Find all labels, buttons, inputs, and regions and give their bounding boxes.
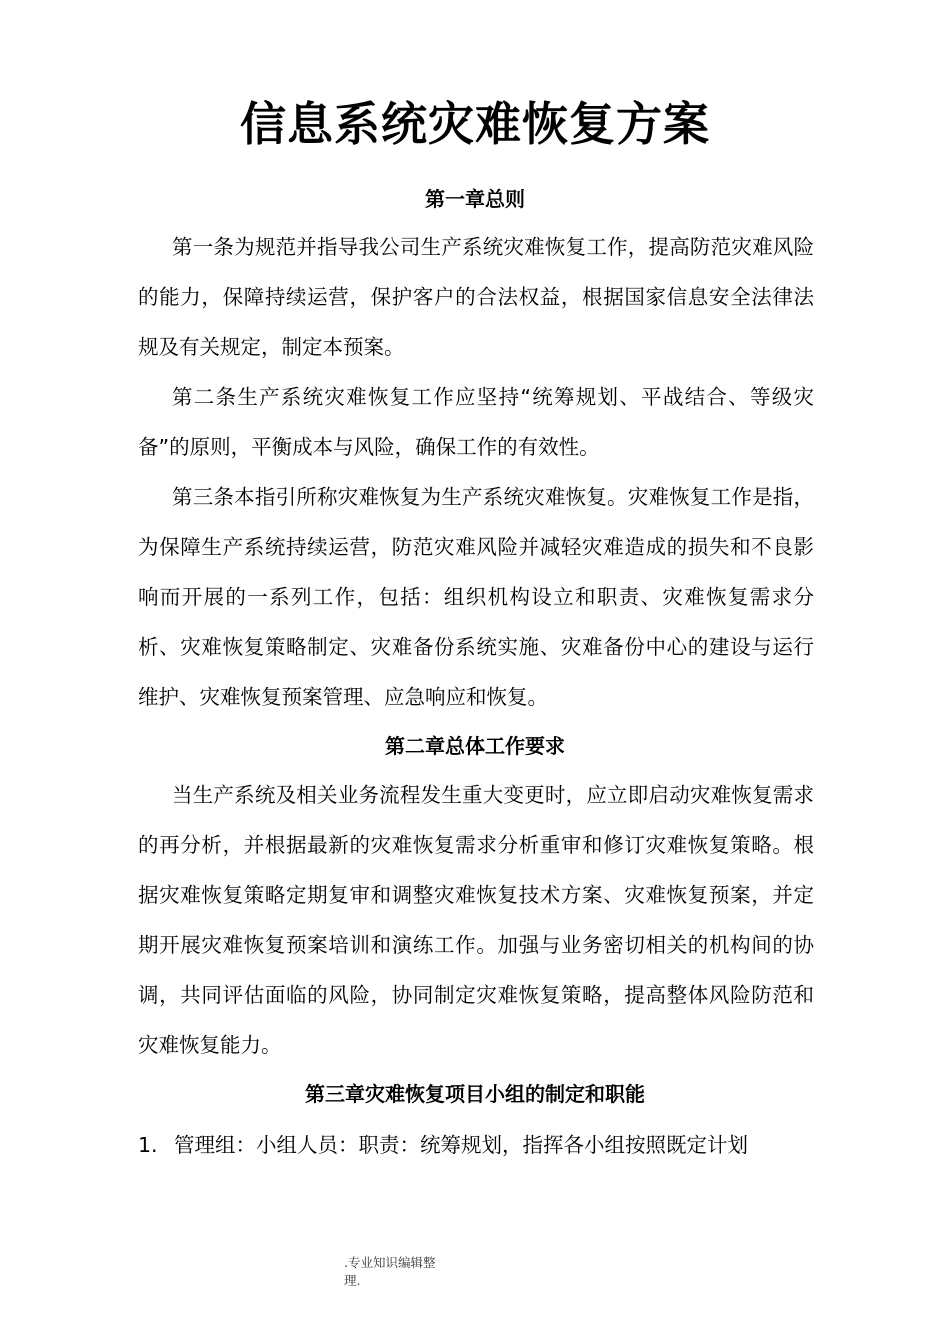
list-item-marker: 1. <box>138 1133 158 1157</box>
list-item-text: 管理组：小组人员：职责：统筹规划，指挥各小组按照既定计划 <box>174 1133 748 1157</box>
list-item <box>138 1120 814 1170</box>
chapter-1-article-3: 第三条本指引所称灾难恢复为生产系统灾难恢复。灾难恢复工作是指，为保障生产系统持续运营，防范灾难风险并减轻灾难造成的损失和不良影响而开展的一系列工作，包括：组织机构设立和职责、灾难恢复需求分析、灾难恢复策略制定、灾难备份系统实施、灾难备份中心的建设与运行维护、灾难恢复预案管理、应急响应和恢复。 <box>138 485 814 709</box>
footer-line-2: 理. <box>344 1273 361 1288</box>
chapter-1-article-2: 第二条生产系统灾难恢复工作应坚持“统筹规划、平战结合、等级灾备”的原则，平衡成本与风险，确保工作的有效性。 <box>138 385 814 459</box>
chapter-2-paragraph: 当生产系统及相关业务流程发生重大变更时，应立即启动灾难恢复需求的再分析，并根据最新的灾难恢复需求分析重审和修订灾难恢复策略。根据灾难恢复策略定期复审和调整灾难恢复技术方案、灾难恢复预案，并定期开展灾难恢复预案培训和演练工作。加强与业务密切相关的机构间的协调，共同评估面临的风险，协同制定灾难恢复策略，提高整体风险防范和灾难恢复能力。 <box>138 783 814 1057</box>
footer-line-1: .专业知识编辑整 <box>344 1255 436 1270</box>
chapter-2-heading: 第二章总体工作要求 <box>385 734 565 758</box>
chapter-1-article-1: 第一条为规范并指导我公司生产系统灾难恢复工作，提高防范灾难风险的能力，保障持续运营，保护客户的合法权益，根据国家信息安全法律法规及有关规定，制定本预案。 <box>138 235 814 359</box>
document-title: 信息系统灾难恢复方案 <box>240 97 710 151</box>
chapter-3-heading: 第三章灾难恢复项目小组的制定和职能 <box>305 1082 645 1106</box>
chapter-1-heading: 第一章总则 <box>425 187 525 211</box>
page-footer <box>344 1254 464 1290</box>
